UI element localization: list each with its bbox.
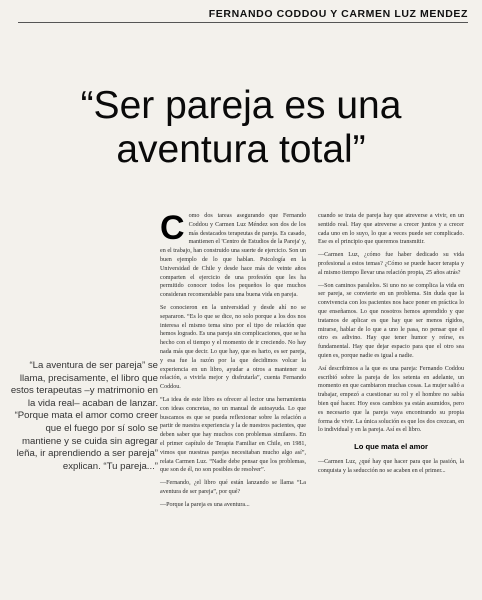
article-byline: FERNANDO CODDOU Y CARMEN LUZ MENDEZ [208,8,468,20]
body-paragraph: “La idea de este libro es ofrecer al lector una herramienta con ideas concretas, no un manual de autoayuda. Lo que buscamos es que se pueda reflexionar sobre la relación a partir de nuestra experiencia y la de nuestros pacientes, que deben saber que hay muchos con problemas similares. En el primer capítulo de Terapia Familiar en Chile, en 1981, vimos que nuestras parejas necesitaban mucho algo así”, relata Carmen Luz. “Nadie debe pensar que los problemas, que son de él, no son posibles de resolver”. [160,396,306,474]
pull-quote: “La aventura de ser pareja” se llama, precisamente, el libro que estos terapeutas –y matrimonio en la vida real– acaban de lanzar. “Porque mata el amor como creer que el fuego por sí solo se mantiene y se cuida sin agregar leña, ir aprendiendo a ser pareja” explican. “Tu pareja...” [10,360,158,472]
header-rule [18,22,468,23]
body-paragraph: —Son caminos paralelos. Si uno no se complica la vida en ser pareja, se convierte en un problema. Sin duda que la convivencia con los pacientes nos hace poner en práctica lo que enseñamos. Lo que nosotros hemos aprendido y que tratamos de aplicar es que hay que ser menos rígidos, mirarse, hablar de lo que a uno le pasa, no pensar que el otro es adivino. Hay que tener humor y reírse, es fundamental. Hay que dejar espacio para que el otro sea quien es, porque nadie es igual a nadie. [318,282,464,359]
body-paragraph: cuando se trata de pareja hay que atreverse a vivir, en un sentido real. Hay que atreverse a crecer juntos y a crecer cada uno en lo suyo, lo que a veces puede ser complicado. Ese es el principio que queremos transmitir. [318,213,464,246]
drop-cap: C [160,209,185,247]
article-column-1 [160,209,306,514]
body-paragraph: —Fernando, ¿el libro qué están lanzando se llama “La aventura de ser pareja”, por qué? [160,480,306,495]
headline-line-1: “Ser pareja es una [80,84,402,127]
body-paragraph: —Carmen Luz, ¿qué hay que hacer para que la pasión, la conquista y la seducción no se acaben en el primer... [318,458,464,474]
article-column-2 [318,212,464,480]
body-paragraph: omo dos tareas asegurando que Fernando Coddou y Carmen Luz Méndez son dos de los más destacados terapeutas de pareja. Es casado, mantienen el 'Centro de Estudios de la Pareja' y, en el trabajo, han construido una suerte de ejercicio. Son un buen ejemplo de lo que hablan. Psicología en la Universidad de Chile y desde hace más de veinte años comparten el ejercicio de una profesión que les ha permitido conocer todos los pequeños lo que muchos consideran recomendable para una buena vida en pareja. [160,213,306,299]
body-paragraph: Así describimos a la que es una pareja: Fernando Coddou escribió sobre la pareja de los setenta en adelante, un momento en que cambiaron muchas cosas. La mujer salió a trabajar, empezó a cuestionar su rol y el hombre no sabía bien qué hacer. Hoy esos cambios ya están asumidos, pero es necesario que la pareja vaya encontrando su propia forma de vivir. La única solución es que los dos crezcan, en lo individual y en la pareja. Así es el libro. [318,365,464,434]
body-paragraph: —Porque la pareja es una aventura... [160,501,250,508]
headline-line-2: aventura total” [116,128,366,171]
body-paragraph: —Carmen Luz, ¿cómo fue haber dedicado su vida profesional a estos temas? ¿Cómo se puede hacer terapia y al mismo tiempo llevar una relación propia, 25 años atrás? [318,252,464,276]
article-headline [10,84,472,172]
section-subhead: Lo que mata el amor [354,442,428,452]
body-paragraph: Se conocieron en la universidad y desde ahí no se separaron. “Es lo que se dice, no solo porque a los dos nos interesa el mismo tema sino por el tipo de relación que hemos logrado. Es una pareja sin complicaciones, que se ha hecho con el tiempo y el momento de ir creciendo. No hay nada más que decir. Lo que hay, que es harto, es ser pareja, y esa fue la razón por la que decidimos volcar la experiencia en un libro, ayudar a otros a mantener su relación, a vivirla mejor y disfrutarla”, cuenta Fernando Coddou. [160,304,306,391]
